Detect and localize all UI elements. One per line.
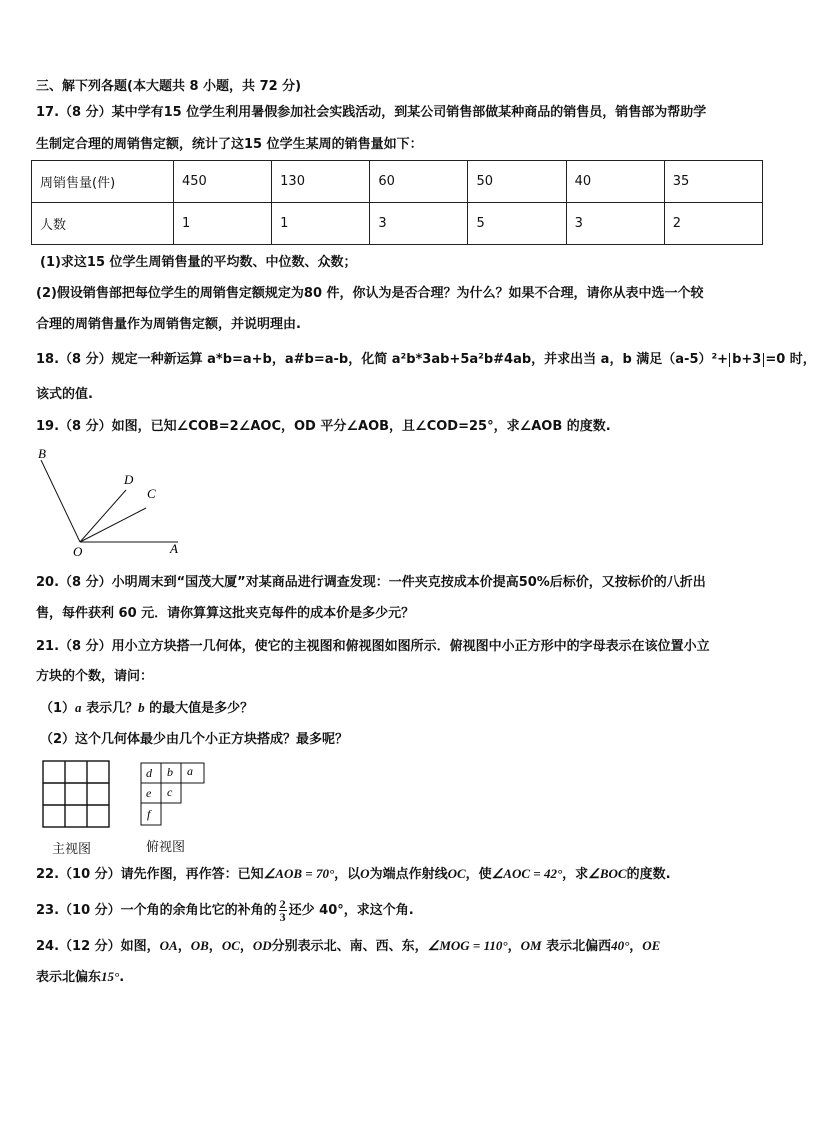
q22-angle-aoc: ∠AOC = 42° (491, 866, 563, 881)
table-row (32, 161, 763, 203)
ray-od (80, 490, 126, 542)
q21-sub2: （2）这个几何体最少由几个小正方块搭成？最多呢？ (40, 732, 349, 747)
top-view-grid (140, 762, 210, 828)
q18-line1 (36, 351, 816, 369)
section-title: 三、解下列各题(本大题共 8 小题，共 72 分) (36, 79, 302, 94)
q22-ray-oc: OC (447, 866, 466, 881)
table-cell: 50 (468, 161, 566, 203)
front-view-grid (42, 760, 110, 828)
table-cell: 35 (664, 161, 762, 203)
q24-angle-mog: ∠MOG = 110° (427, 938, 508, 953)
q21-var-b: b (138, 700, 145, 715)
q22-text (36, 865, 671, 884)
sales-table (31, 160, 763, 245)
q24-oc: OC (221, 938, 240, 953)
q24-line2 (36, 968, 124, 987)
q24-line1 (36, 937, 660, 956)
q24-sep: ， (629, 939, 643, 954)
q22-pre: 22.（10 分）请先作图，再作答：已知 (36, 867, 264, 882)
q24-sep: ， (507, 939, 521, 954)
label-a: A (170, 541, 178, 556)
q21-sub1 (40, 699, 253, 718)
table-cell: 1 (272, 203, 370, 245)
cell-e: e (146, 786, 152, 800)
cell-a: a (187, 764, 193, 778)
q22-mid3: ，使 (465, 867, 492, 882)
q23-pre: 23.（10 分）一个角的余角比它的补角的 (36, 903, 277, 918)
table-cell: 3 (566, 203, 664, 245)
fraction-numerator: 2 (279, 897, 286, 911)
q17-sub2-line2: 合理的周销售量作为周销售定额，并说明理由. (36, 317, 301, 332)
label-c: C (147, 486, 156, 501)
q21-line2: 方块的个数，请问： (36, 669, 154, 684)
label-b: B (38, 446, 46, 461)
q23-post: 还少 40°，求这个角. (288, 903, 414, 918)
q21-sub1-prefix: （1） (40, 701, 76, 716)
q17-line1: 17.（8 分）某中学有15 位学生利用暑假参加社会实践活动，到某公司销售部做某种商品的销售员，销售部为帮助学 (36, 105, 707, 120)
cell-f: f (147, 807, 151, 821)
cell-d: d (146, 766, 152, 780)
fraction-denominator: 3 (279, 910, 286, 924)
q21-sub1-mid: 表示几？ (81, 701, 139, 716)
q24-oa: OA (159, 938, 178, 953)
table-cell: 1 (174, 203, 272, 245)
table-row (32, 203, 763, 245)
ray-oc (80, 508, 146, 542)
q19-text: 19.（8 分）如图，已知∠COB=2∠AOC，OD 平分∠AOB，且∠COD=25°，求∠AOB 的度数. (36, 419, 611, 434)
q23-text (36, 898, 414, 924)
q22-mid1: ，以 (334, 867, 361, 882)
q17-sub2-line1: (2)假设销售部把每位学生的周销售定额规定为80 件，你认为是否合理？为什么？如果不合理，请你从表中选一个较 (36, 286, 704, 301)
table-cell: 40 (566, 161, 664, 203)
q24-sep: ， (177, 939, 191, 954)
q20-line2: 售，每件获利 60 元．请你算算这批夹克每件的成本价是多少元？ (36, 606, 415, 621)
q18-text-part2: =0 时， (765, 352, 816, 367)
q22-angle-aob: ∠AOB = 70° (263, 866, 335, 881)
label-d: D (124, 472, 134, 487)
ray-ob (41, 460, 80, 542)
q19-angle-diagram (30, 444, 190, 560)
cell-c: c (167, 785, 173, 799)
table-header-sales: 周销售量(件) (32, 161, 174, 203)
q24-sep: ， (208, 939, 222, 954)
q24-angle-15: 15° (101, 969, 120, 984)
q18-text-part1: 18.（8 分）规定一种新运算 a*b=a+b，a#b=a-b，化简 a²b*3ab+5a²b#4ab，并求出当 a，b 满足（a-5）²+ (36, 352, 729, 367)
table-cell: 450 (174, 161, 272, 203)
q22-post: 的度数. (626, 867, 671, 882)
q17-sub1: (1)求这15 位学生周销售量的平均数、中位数、众数； (40, 255, 357, 270)
q24-mid2: 表示北偏西 (541, 939, 612, 954)
q21-sub1-post: 的最大值是多少？ (144, 701, 254, 716)
cell-b: b (167, 765, 173, 779)
label-o: O (73, 544, 83, 559)
q21-var-a: a (75, 700, 82, 715)
q24-line2-post: . (119, 970, 125, 985)
q22-mid4: ，求 (562, 867, 589, 882)
q22-angle-boc: ∠BOC (588, 866, 627, 881)
q20-line1: 20.（8 分）小明周末到“国茂大厦”对某商品进行调查发现：一件夹克按成本价提高50%后标价，又按标价的八折出 (36, 575, 706, 590)
q17-line2: 生制定合理的周销售定额，统计了这15 位学生某周的销售量如下： (36, 137, 423, 152)
q24-line2-pre: 表示北偏东 (36, 970, 102, 985)
table-cell: 3 (370, 203, 468, 245)
q23-fraction (279, 898, 287, 923)
q22-point-o: O (360, 866, 370, 881)
table-cell: 130 (272, 161, 370, 203)
table-header-count: 人数 (32, 203, 174, 245)
top-view-label: 俯视图 (146, 840, 186, 855)
q24-sep: ， (239, 939, 253, 954)
q18-abs-value: b+3 (729, 353, 764, 367)
q24-od: OD (252, 938, 272, 953)
q24-om: OM (520, 938, 542, 953)
table-cell: 5 (468, 203, 566, 245)
table-cell: 2 (664, 203, 762, 245)
q24-pre: 24.（12 分）如图， (36, 939, 160, 954)
q22-mid2: 为端点作射线 (369, 867, 448, 882)
q18-line2: 该式的值. (36, 387, 93, 402)
q21-line1: 21.（8 分）用小立方块搭一几何体，使它的主视图和俯视图如图所示．俯视图中小正方形中的字母表示在该位置小立 (36, 639, 710, 654)
q24-ob: OB (190, 938, 209, 953)
table-cell: 60 (370, 161, 468, 203)
q24-angle-40: 40° (611, 938, 630, 953)
front-view-label: 主视图 (52, 842, 92, 857)
q24-oe: OE (642, 938, 661, 953)
q24-mid1: 分别表示北、南、西、东， (271, 939, 428, 954)
